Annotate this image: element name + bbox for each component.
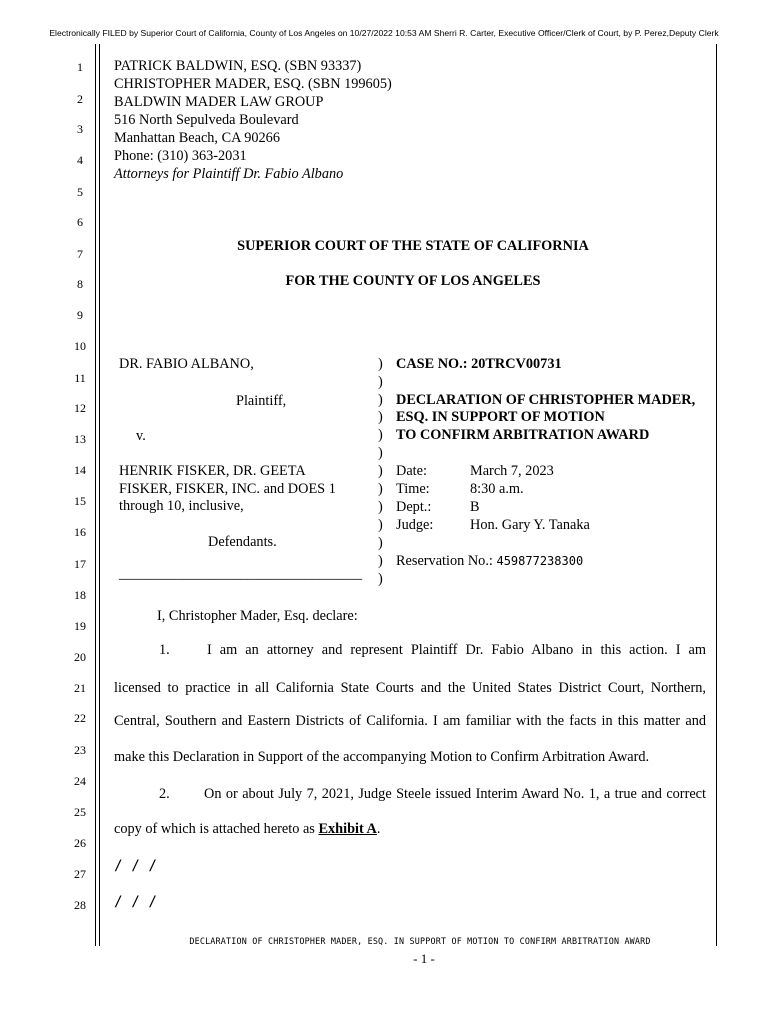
line-number: 6 xyxy=(77,215,83,229)
firm-phone: Phone: (310) 363-2031 xyxy=(114,148,247,164)
page-number: - 1 - xyxy=(413,951,435,966)
caption-paren: ) xyxy=(378,445,383,461)
reservation-value: 459877238300 xyxy=(496,554,584,568)
court-name: SUPERIOR COURT OF THE STATE OF CALIFORNIA xyxy=(237,238,589,254)
paragraph-1-number: 1. xyxy=(159,642,170,658)
defendants-label: Defendants. xyxy=(208,534,277,550)
caption-paren: ) xyxy=(378,571,383,587)
judge-value: Hon. Gary Y. Tanaka xyxy=(470,517,590,533)
line-number: 11 xyxy=(74,371,86,385)
paragraph-2-period: . xyxy=(376,821,381,837)
line-number: 5 xyxy=(77,185,83,199)
paragraph-1-line-3: Central, Southern and Eastern Districts of California. I am familiar with the facts in this matter and xyxy=(114,713,706,729)
line-number: 24 xyxy=(74,774,86,788)
caption-paren: ) xyxy=(378,499,383,515)
line-number: 18 xyxy=(74,588,86,602)
line-number: 22 xyxy=(74,711,86,725)
line-number: 8 xyxy=(77,277,83,291)
versus: v. xyxy=(136,428,146,444)
line-number: 25 xyxy=(74,805,86,819)
exhibit-a-reference: Exhibit A xyxy=(318,821,377,837)
counsel-name-1: PATRICK BALDWIN, ESQ. (SBN 93337) xyxy=(114,58,362,74)
line-number: 2 xyxy=(77,92,83,106)
paragraph-1-line-2: licensed to practice in all California State Courts and the United States District Court, Northern, xyxy=(114,680,706,696)
hearing-date-value: March 7, 2023 xyxy=(470,463,554,479)
filing-stamp: Electronically FILED by Superior Court of California, County of Los Angeles on 10/27/2022 10:53 AM Sherri R. Carter, Executive Officer/Clerk of Court, by P. Perez,Deputy Clerk xyxy=(49,28,719,38)
declaration-intro: I, Christopher Mader, Esq. declare: xyxy=(157,608,358,624)
firm-address-city: Manhattan Beach, CA 90266 xyxy=(114,130,280,146)
paragraph-2-line-1: On or about July 7, 2021, Judge Steele issued Interim Award No. 1, a true and correct xyxy=(204,786,706,802)
counsel-name-2: CHRISTOPHER MADER, ESQ. (SBN 199605) xyxy=(114,76,392,92)
caption-paren: ) xyxy=(378,356,383,372)
law-firm-name: BALDWIN MADER LAW GROUP xyxy=(114,94,324,110)
caption-paren: ) xyxy=(378,374,383,390)
left-margin-rule-outer xyxy=(95,44,96,946)
caption-signature-rule: __________________________________ xyxy=(119,566,363,582)
defendants-line-3: through 10, inclusive, xyxy=(119,498,244,514)
left-margin-rule-inner xyxy=(99,44,100,946)
plaintiff-label: Plaintiff, xyxy=(236,393,287,409)
hearing-time-label: Time: xyxy=(396,481,430,497)
caption-paren: ) xyxy=(378,553,383,569)
line-number: 26 xyxy=(74,836,86,850)
attorneys-for: Attorneys for Plaintiff Dr. Fabio Albano xyxy=(114,166,344,182)
dept-label: Dept.: xyxy=(396,499,432,515)
judge-label: Judge: xyxy=(396,517,434,533)
paragraph-1-line-4: make this Declaration in Support of the accompanying Motion to Confirm Arbitration Award. xyxy=(114,749,650,765)
caption-paren: ) xyxy=(378,392,383,408)
caption-paren: ) xyxy=(378,427,383,443)
line-number: 10 xyxy=(74,339,86,353)
caption-paren: ) xyxy=(378,463,383,479)
paragraph-1-line-1: I am an attorney and represent Plaintiff Dr. Fabio Albano in this action. I am xyxy=(207,642,706,658)
document-title-line-1: DECLARATION OF CHRISTOPHER MADER, xyxy=(396,392,696,408)
line-number: 3 xyxy=(77,122,83,136)
plaintiff-name: DR. FABIO ALBANO, xyxy=(119,356,254,372)
line-number: 14 xyxy=(74,463,86,477)
case-number: CASE NO.: 20TRCV00731 xyxy=(396,356,562,372)
caption-paren: ) xyxy=(378,409,383,425)
line-number: 19 xyxy=(74,619,86,633)
defendants-line-2: FISKER, FISKER, INC. and DOES 1 xyxy=(119,481,336,497)
reservation-label: Reservation No.: xyxy=(396,553,493,569)
line-number: 1 xyxy=(77,60,83,74)
dept-value: B xyxy=(470,499,480,515)
right-margin-rule xyxy=(716,44,717,946)
line-number: 16 xyxy=(74,525,86,539)
line-number: 4 xyxy=(77,153,83,167)
line-number: 20 xyxy=(74,650,86,664)
defendants-line-1: HENRIK FISKER, DR. GEETA xyxy=(119,463,306,479)
hearing-time-value: 8:30 a.m. xyxy=(470,481,524,497)
caption-paren: ) xyxy=(378,535,383,551)
document-title-line-2: ESQ. IN SUPPORT OF MOTION xyxy=(396,409,605,425)
line-number: 23 xyxy=(74,743,86,757)
court-county: FOR THE COUNTY OF LOS ANGELES xyxy=(285,273,541,289)
paragraph-2-line-2 xyxy=(114,821,380,838)
continuation-slashes-1: / / / xyxy=(114,858,158,874)
hearing-date-label: Date: xyxy=(396,463,427,479)
footer-document-title: DECLARATION OF CHRISTOPHER MADER, ESQ. IN SUPPORT OF MOTION TO CONFIRM ARBITRATION AWARD xyxy=(189,936,651,946)
caption-paren: ) xyxy=(378,481,383,497)
line-number: 7 xyxy=(77,247,83,261)
continuation-slashes-2: / / / xyxy=(114,894,158,910)
caption-paren: ) xyxy=(378,517,383,533)
line-number: 17 xyxy=(74,557,86,571)
line-number: 21 xyxy=(74,681,86,695)
line-number: 28 xyxy=(74,898,86,912)
reservation-number xyxy=(396,553,583,570)
line-number: 12 xyxy=(74,401,86,415)
line-number: 27 xyxy=(74,867,86,881)
firm-address-street: 516 North Sepulveda Boulevard xyxy=(114,112,299,128)
document-title-line-3: TO CONFIRM ARBITRATION AWARD xyxy=(396,427,650,443)
line-number: 13 xyxy=(74,432,86,446)
line-number: 15 xyxy=(74,494,86,508)
line-number: 9 xyxy=(77,308,83,322)
paragraph-2-number: 2. xyxy=(159,786,170,802)
paragraph-2-text: copy of which is attached hereto as xyxy=(114,821,315,837)
